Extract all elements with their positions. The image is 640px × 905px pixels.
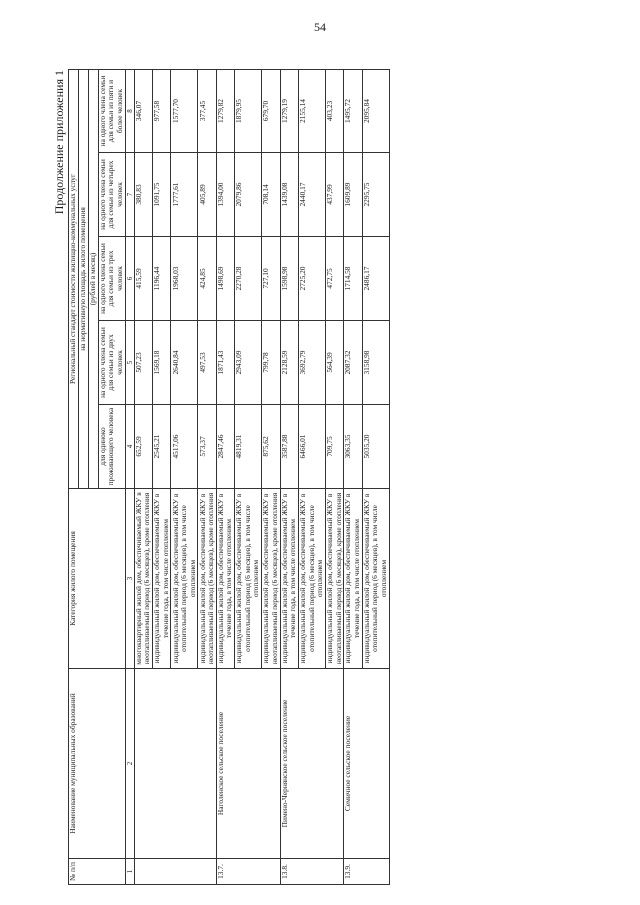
value-cell: 708,14 xyxy=(262,153,280,237)
value-cell: 727,10 xyxy=(262,237,280,321)
value-cell: 1968,03 xyxy=(171,237,198,321)
value-cell: 403,23 xyxy=(325,69,343,152)
value-cell: 2270,28 xyxy=(235,237,262,321)
page-number: 54 xyxy=(314,20,326,34)
column-index: 2 xyxy=(125,669,134,859)
row-category: индивидуальный жилой дом, обеспечиваемый ЖКУ в течение года, в том числе отоплением xyxy=(153,489,171,669)
row-category: индивидуальный жилой дом, обеспечиваемый ЖКУ в неотапливаемый период (6 месяцев), кроме отопления xyxy=(325,489,343,669)
row-num-cell xyxy=(134,859,216,885)
column-index: 5 xyxy=(125,321,134,405)
value-cell: 6466,01 xyxy=(298,405,325,489)
value-cell: 2847,46 xyxy=(216,405,234,489)
header-col-three: на одного члена семьи для семьи из трех человек xyxy=(98,237,125,321)
value-cell: 977,58 xyxy=(153,69,171,152)
value-cell: 2079,86 xyxy=(235,153,262,237)
value-cell: 709,75 xyxy=(325,405,343,489)
column-index: 1 xyxy=(125,859,134,885)
value-cell: 497,53 xyxy=(198,321,216,405)
value-cell: 2087,32 xyxy=(344,321,362,405)
row-category: индивидуальный жилой дом, обеспечиваемый ЖКУ в неотапливаемый период (6 месяцев), кроме отопления xyxy=(262,489,280,669)
value-cell: 1569,18 xyxy=(153,321,171,405)
value-cell: 380,83 xyxy=(134,153,152,237)
column-index: 8 xyxy=(125,69,134,152)
value-cell: 3692,79 xyxy=(298,321,325,405)
row-num: 13.7. xyxy=(216,859,280,885)
value-cell: 652,59 xyxy=(134,405,152,489)
value-cell: 424,85 xyxy=(198,237,216,321)
row-num: 13.9. xyxy=(344,859,389,885)
value-cell: 472,75 xyxy=(325,237,343,321)
row-municipality: Семичное сельское поселение xyxy=(344,669,389,859)
value-cell: 1498,69 xyxy=(216,237,234,321)
row-category: индивидуальный жилой дом, обеспечиваемый ЖКУ в течение года, в том числе отоплением xyxy=(216,489,234,669)
value-cell: 1495,72 xyxy=(344,69,362,152)
value-cell: 1279,82 xyxy=(216,69,234,152)
value-cell: 1879,95 xyxy=(235,69,262,152)
value-cell: 679,70 xyxy=(262,69,280,152)
value-cell: 3063,35 xyxy=(344,405,362,489)
row-municipality: Пимено-Чернянское сельское поселение xyxy=(280,669,344,859)
value-cell: 507,23 xyxy=(134,321,152,405)
header-standard-line1: Региональный стандарт стоимости жилищно-коммунальных услуг xyxy=(69,69,79,488)
value-cell: 2725,20 xyxy=(298,237,325,321)
row-category: индивидуальный жилой дом, обеспечиваемый ЖКУ в отопительный период (6 месяцев), в том числе отоплением xyxy=(298,489,325,669)
value-cell: 1091,75 xyxy=(153,153,171,237)
value-cell: 573,37 xyxy=(198,405,216,489)
value-cell: 1777,61 xyxy=(171,153,198,237)
column-index-row xyxy=(125,69,134,884)
header-col-five: на одного члена семьи для семьи из пяти и более человек xyxy=(98,69,125,152)
header-standard-line2: на нормативную площадь жилого помещения xyxy=(78,69,88,488)
appendix-caption: Продолжение приложения 1 xyxy=(52,70,66,215)
value-cell: 1609,89 xyxy=(344,153,362,237)
header-standard-line3: (рублей в месяц) xyxy=(88,69,98,488)
column-index: 6 xyxy=(125,237,134,321)
value-cell: 1714,58 xyxy=(344,237,362,321)
value-cell: 564,39 xyxy=(325,321,343,405)
value-cell: 415,59 xyxy=(134,237,152,321)
rotated-table-page xyxy=(52,70,612,885)
value-cell: 1279,19 xyxy=(280,69,298,152)
header-num: № п/п xyxy=(69,859,126,885)
value-cell: 1394,00 xyxy=(216,153,234,237)
value-cell: 2640,84 xyxy=(171,321,198,405)
value-cell: 377,45 xyxy=(198,69,216,152)
value-cell: 1577,70 xyxy=(171,69,198,152)
row-category: индивидуальный жилой дом, обеспечиваемый ЖКУ в неотапливаемый период (6 месяцев), кроме отопления xyxy=(198,489,216,669)
value-cell: 2440,17 xyxy=(298,153,325,237)
value-cell: 346,07 xyxy=(134,69,152,152)
value-cell: 3158,98 xyxy=(362,321,389,405)
header-col-single: для одиноко проживающего человека xyxy=(98,405,125,489)
value-cell: 2943,09 xyxy=(235,321,262,405)
row-municipality-cell xyxy=(134,669,216,859)
value-cell: 1439,08 xyxy=(280,153,298,237)
value-cell: 799,78 xyxy=(262,321,280,405)
value-cell: 5035,20 xyxy=(362,405,389,489)
row-category: индивидуальный жилой дом, обеспечиваемый ЖКУ в течение года, в том числе отоплением xyxy=(344,489,362,669)
value-cell: 2486,17 xyxy=(362,237,389,321)
row-category: многоквартирный жилой дом, обеспечиваемый ЖКУ в неотапливаемый период (6 месяцев), кроме отопления xyxy=(134,489,152,669)
value-cell: 2095,84 xyxy=(362,69,389,152)
table-row xyxy=(344,69,362,884)
table-row xyxy=(280,69,298,884)
value-cell: 2128,59 xyxy=(280,321,298,405)
value-cell: 4517,06 xyxy=(171,405,198,489)
table-row xyxy=(216,69,234,884)
value-cell: 2545,21 xyxy=(153,405,171,489)
header-category: Категория жилого помещения xyxy=(69,489,126,669)
header-municipality: Наименование муниципальных образований xyxy=(69,669,126,859)
value-cell: 1598,98 xyxy=(280,237,298,321)
column-index: 3 xyxy=(125,489,134,669)
row-category: индивидуальный жилой дом, обеспечиваемый ЖКУ в отопительный период (6 месяцев), в том числе отоплением xyxy=(235,489,262,669)
value-cell: 437,99 xyxy=(325,153,343,237)
column-index: 4 xyxy=(125,405,134,489)
value-cell: 875,62 xyxy=(262,405,280,489)
value-cell: 4819,31 xyxy=(235,405,262,489)
table-row xyxy=(134,69,152,884)
value-cell: 405,89 xyxy=(198,153,216,237)
column-index: 7 xyxy=(125,153,134,237)
header-col-two: на одного члена семьи для семьи из двух человек xyxy=(98,321,125,405)
value-cell: 3587,88 xyxy=(280,405,298,489)
value-cell: 2295,75 xyxy=(362,153,389,237)
value-cell: 1196,44 xyxy=(153,237,171,321)
housing-cost-standard-table xyxy=(68,69,390,885)
row-category: индивидуальный жилой дом, обеспечиваемый ЖКУ в течение года, в том числе отоплением xyxy=(280,489,298,669)
row-category: индивидуальный жилой дом, обеспечиваемый ЖКУ в отопительный период (6 месяцев), в том числе отоплением xyxy=(362,489,389,669)
row-num: 13.8. xyxy=(280,859,344,885)
header-col-four: на одного члена семьи для семьи из четырех человек xyxy=(98,153,125,237)
row-municipality: Наголенское сельское поселение xyxy=(216,669,280,859)
value-cell: 2155,14 xyxy=(298,69,325,152)
row-category: индивидуальный жилой дом, обеспечиваемый ЖКУ в отопительный период (6 месяцев), в том числе отоплением xyxy=(171,489,198,669)
value-cell: 1871,43 xyxy=(216,321,234,405)
